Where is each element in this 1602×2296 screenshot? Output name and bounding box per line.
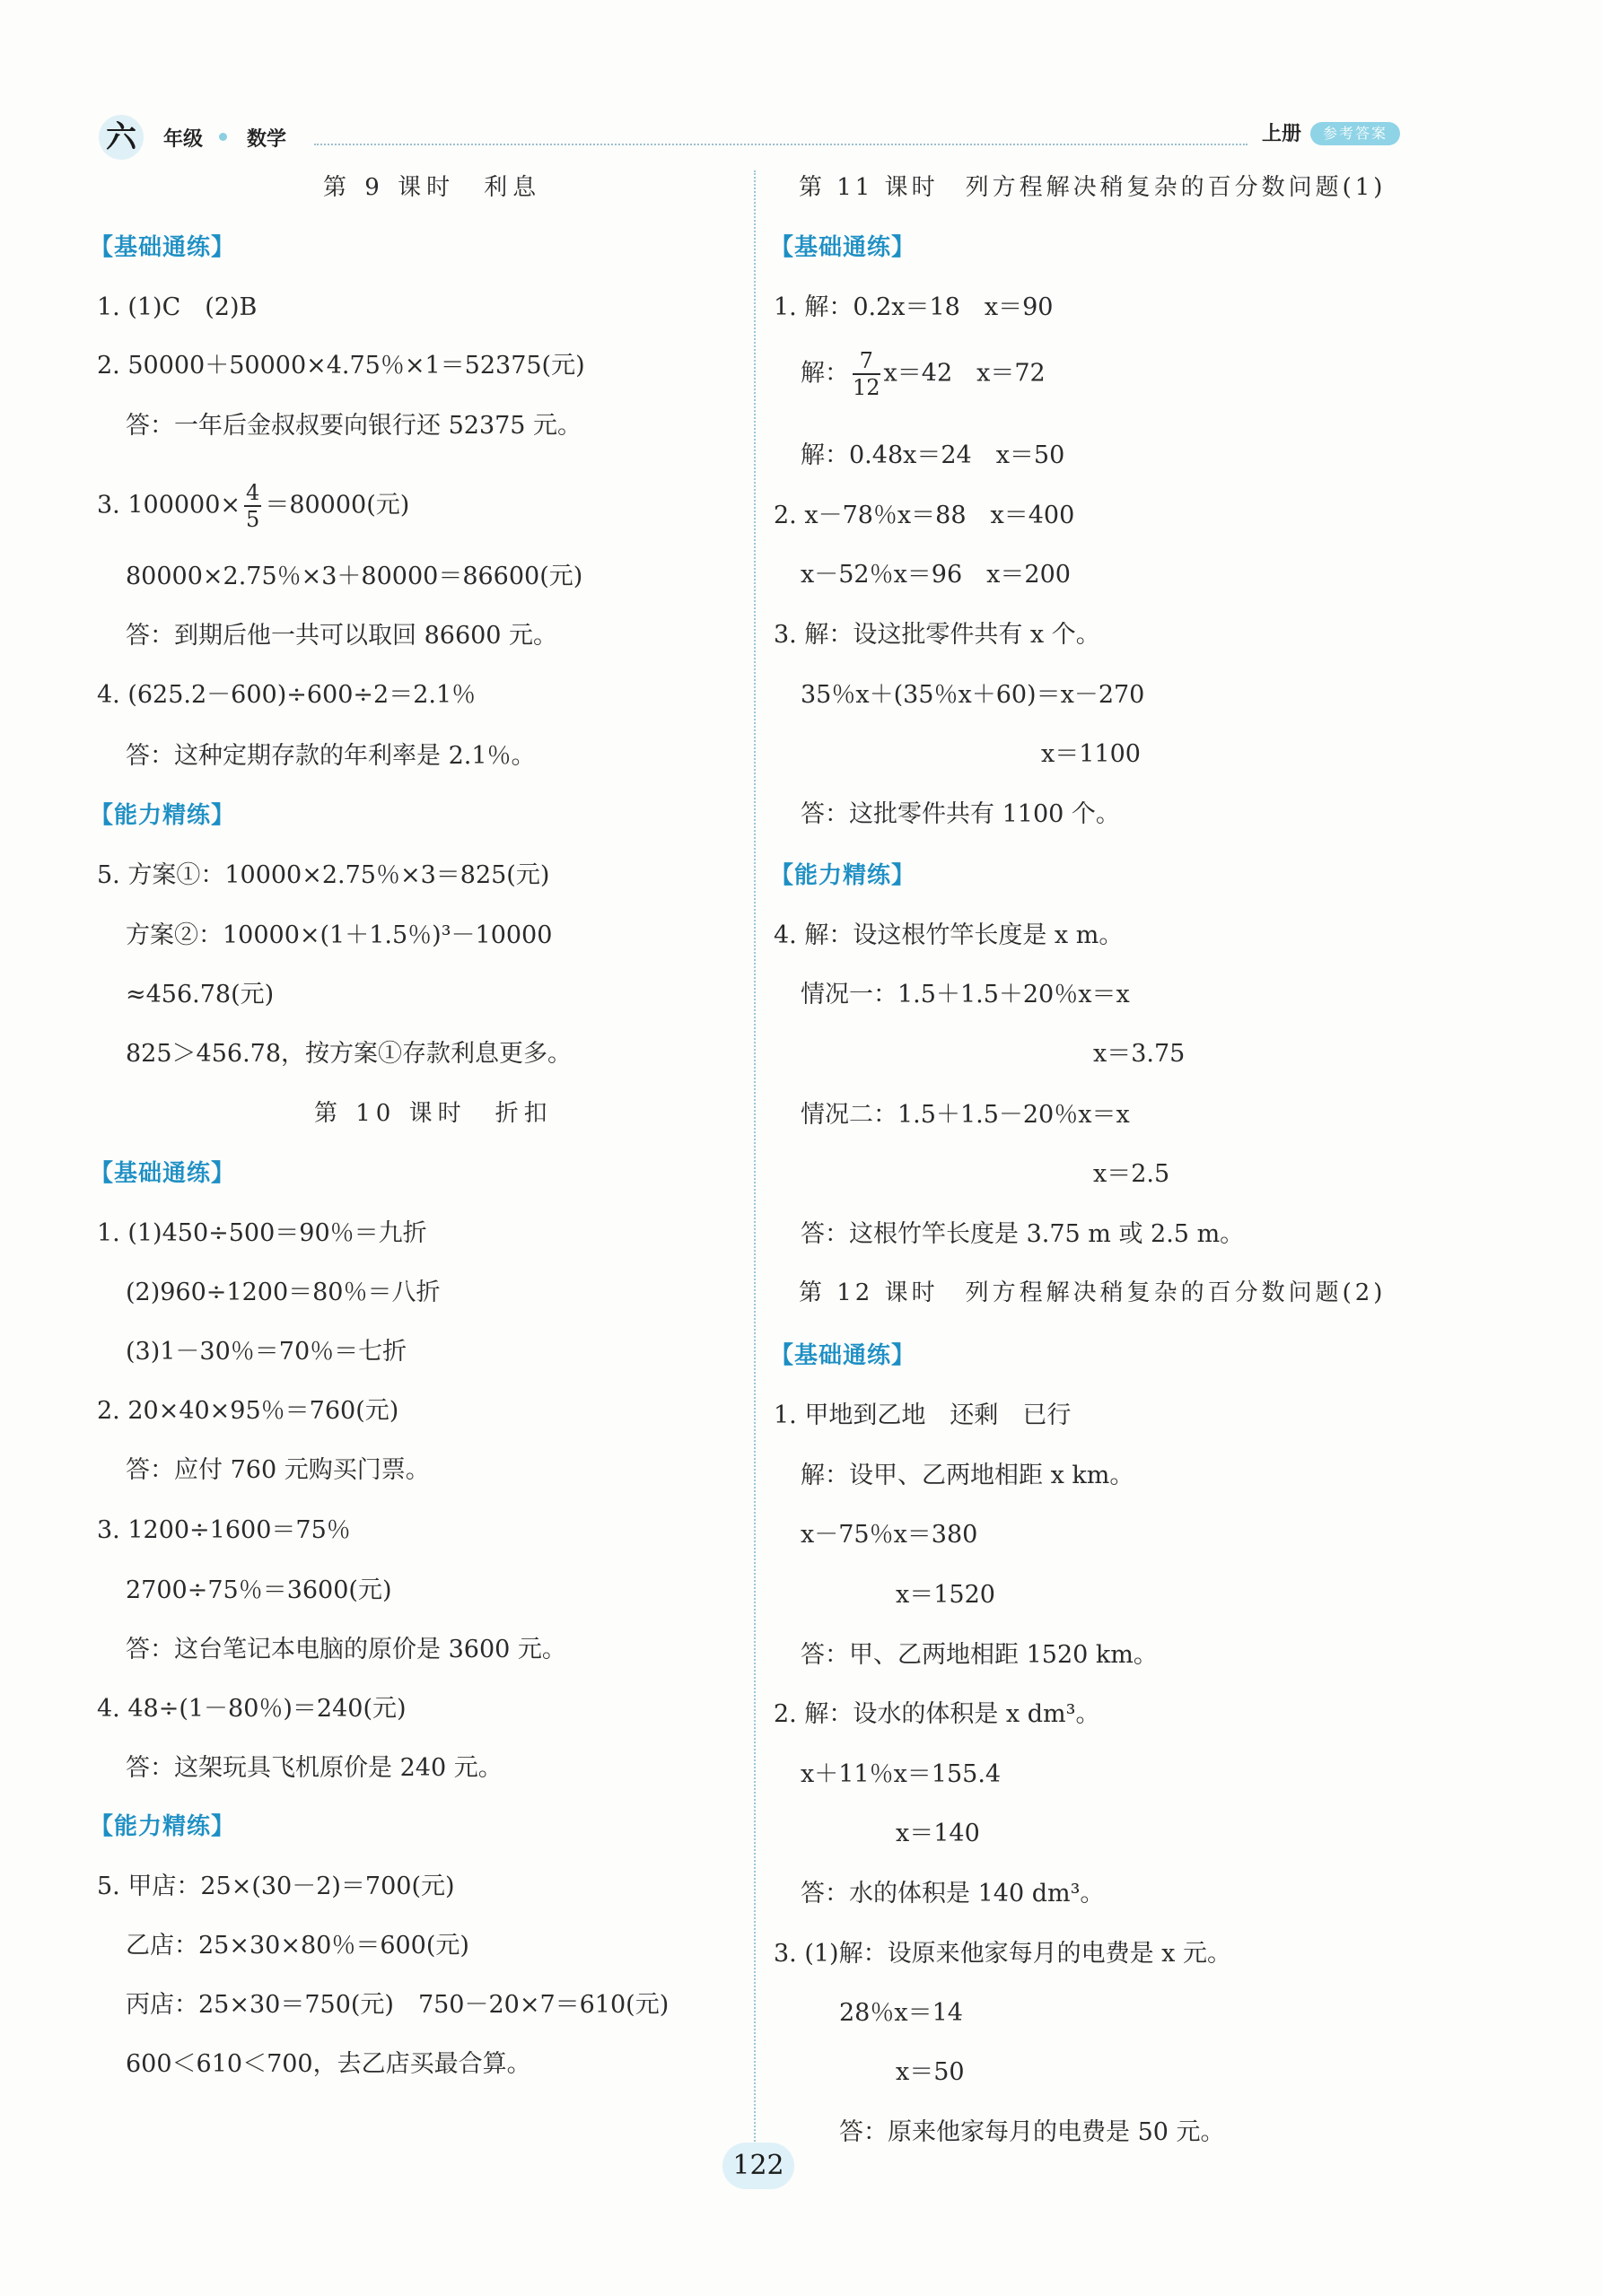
answer-line: 答：这批零件共有 1100 个。 <box>801 800 1120 828</box>
section-basic: 【基础通练】 <box>90 234 236 261</box>
answer-line: 答：这台笔记本电脑的原价是 3600 元。 <box>126 1636 566 1663</box>
answer-line: 5. 甲店：25×(30－2)＝700(元) <box>97 1873 455 1900</box>
answer-line: 方案②：10000×(1＋1.5％)³－10000 <box>126 921 553 949</box>
answer-line: 答：这种定期存款的年利率是 2.1％。 <box>126 742 536 770</box>
dot-separator <box>219 133 227 141</box>
answer-line: 答：这根竹竿长度是 3.75 m 或 2.5 m。 <box>801 1220 1245 1248</box>
answer-line: 答：这架玩具飞机原价是 240 元。 <box>126 1754 503 1782</box>
answer-line: ≈456.78(元) <box>126 981 275 1008</box>
q1b-prefix: 解： <box>801 359 849 388</box>
section-ability: 【能力精练】 <box>770 862 916 889</box>
page-header <box>99 115 1400 160</box>
answer-line: x＋11％x＝155.4 <box>801 1760 1002 1788</box>
answer-line: 答：甲、乙两地相距 1520 km。 <box>801 1641 1158 1669</box>
answer-line: (3)1－30％＝70％＝七折 <box>126 1338 407 1366</box>
answer-line: 825＞456.78，按方案①存款利息更多。 <box>126 1040 573 1068</box>
subject-label: 数学 <box>247 128 287 151</box>
answer-line: 3. 解：设这批零件共有 x 个。 <box>774 621 1100 649</box>
answer-line: 答：一年后金叔叔要向银行还 52375 元。 <box>126 412 582 440</box>
q3-suffix: ＝80000(元) <box>265 491 410 519</box>
answer-line: 1. 甲地到乙地 还剩 已行 <box>774 1401 1072 1429</box>
fraction-denominator: 5 <box>246 507 260 532</box>
column-divider <box>754 170 756 2144</box>
answer-key-badge: 参考答案 <box>1310 122 1400 145</box>
answer-line: 2. 20×40×95％＝760(元) <box>97 1397 399 1425</box>
answer-line: 4. 解：设这根竹竿长度是 x m。 <box>774 921 1124 949</box>
grade-badge: 六 <box>99 115 144 160</box>
answer-line: x－75％x＝380 <box>801 1521 978 1549</box>
answer-line: 3. 1200÷1600＝75％ <box>97 1516 351 1544</box>
answer-line: x＝140 <box>896 1820 980 1847</box>
answer-line: 2. x－78％x＝88 x＝400 <box>774 502 1075 529</box>
answer-line: 情况一：1.5＋1.5＋20％x＝x <box>801 981 1130 1008</box>
answer-line: 1. (1)450÷500＝90％＝九折 <box>97 1219 427 1247</box>
answer-line: 2. 50000＋50000×4.75％×1＝52375(元) <box>97 352 585 380</box>
answer-line: x－52％x＝96 x＝200 <box>801 561 1071 589</box>
answer-line: 答：原来他家每月的电费是 50 元。 <box>839 2118 1225 2146</box>
section-ability: 【能力精练】 <box>90 1813 236 1840</box>
answer-line: x＝2.5 <box>1093 1160 1170 1188</box>
answer-line: 80000×2.75％×3＋80000＝86600(元) <box>126 563 583 590</box>
answer-line: (2)960÷1200＝80％＝八折 <box>126 1279 441 1306</box>
lesson-title: 第 10 课时 折扣 <box>314 1100 553 1127</box>
answer-line: 1. 解：0.2x＝18 x＝90 <box>774 293 1054 321</box>
section-ability: 【能力精练】 <box>90 802 236 829</box>
answer-line: 5. 方案①：10000×2.75％×3＝825(元) <box>97 861 550 889</box>
answer-line: 情况二：1.5＋1.5－20％x＝x <box>801 1101 1130 1129</box>
answer-line: 4. (625.2－600)÷600÷2＝2.1％ <box>97 681 477 709</box>
answer-line: x＝3.75 <box>1093 1040 1186 1068</box>
answer-line: 乙店：25×30×80％＝600(元) <box>126 1932 469 1960</box>
q1b-suffix: x＝42 x＝72 <box>883 359 1046 388</box>
fraction <box>853 348 880 400</box>
section-basic: 【基础通练】 <box>770 1342 916 1369</box>
answer-line: 答：到期后他一共可以取回 86600 元。 <box>126 622 558 650</box>
answer-line: 4. 48÷(1－80％)＝240(元) <box>97 1695 407 1723</box>
answer-line: 答：应付 760 元购买门票。 <box>126 1456 430 1484</box>
answer-line: x＝1100 <box>1041 740 1141 768</box>
answer-line: 答：水的体积是 140 dm³。 <box>801 1880 1105 1908</box>
lesson-title: 第 9 课时 利息 <box>323 174 542 201</box>
answer-line: 1. (1)C (2)B <box>97 293 258 321</box>
answer-line: x＝1520 <box>896 1581 995 1609</box>
answer-line: 丙店：25×30＝750(元) 750－20×7＝610(元) <box>126 1991 670 2019</box>
volume-label: 上册 <box>1261 123 1301 145</box>
fraction-numerator: 4 <box>246 480 260 505</box>
fraction-numerator: 7 <box>853 348 880 375</box>
page-number: 122 <box>722 2143 794 2189</box>
lesson-title: 第 11 课时 列方程解决稍复杂的百分数问题(1) <box>799 174 1387 201</box>
q3-prefix: 3. 100000× <box>97 491 241 519</box>
answer-line: 2. 解：设水的体积是 x dm³。 <box>774 1700 1100 1728</box>
answer-line: 解：设甲、乙两地相距 x km。 <box>801 1462 1134 1489</box>
answer-line: 28％x＝14 <box>839 1999 963 2027</box>
answer-line <box>801 348 1046 400</box>
answer-line: 解：0.48x＝24 x＝50 <box>801 441 1065 469</box>
section-basic: 【基础通练】 <box>90 1160 236 1187</box>
grade-label: 年级 <box>163 128 204 151</box>
answer-line: 35％x＋(35％x＋60)＝x－270 <box>801 681 1145 709</box>
lesson-title: 第 12 课时 列方程解决稍复杂的百分数问题(2) <box>799 1279 1387 1306</box>
header-rule <box>314 144 1247 145</box>
answer-line: x＝50 <box>896 2058 965 2086</box>
section-basic: 【基础通练】 <box>770 234 916 261</box>
answer-line: 2700÷75％＝3600(元) <box>126 1576 392 1604</box>
answer-line <box>97 480 409 532</box>
answer-line: 600＜610＜700，去乙店买最合算。 <box>126 2050 531 2078</box>
fraction-denominator: 12 <box>853 375 880 400</box>
answer-line: 3. (1)解：设原来他家每月的电费是 x 元。 <box>774 1940 1231 1968</box>
fraction <box>244 480 261 532</box>
